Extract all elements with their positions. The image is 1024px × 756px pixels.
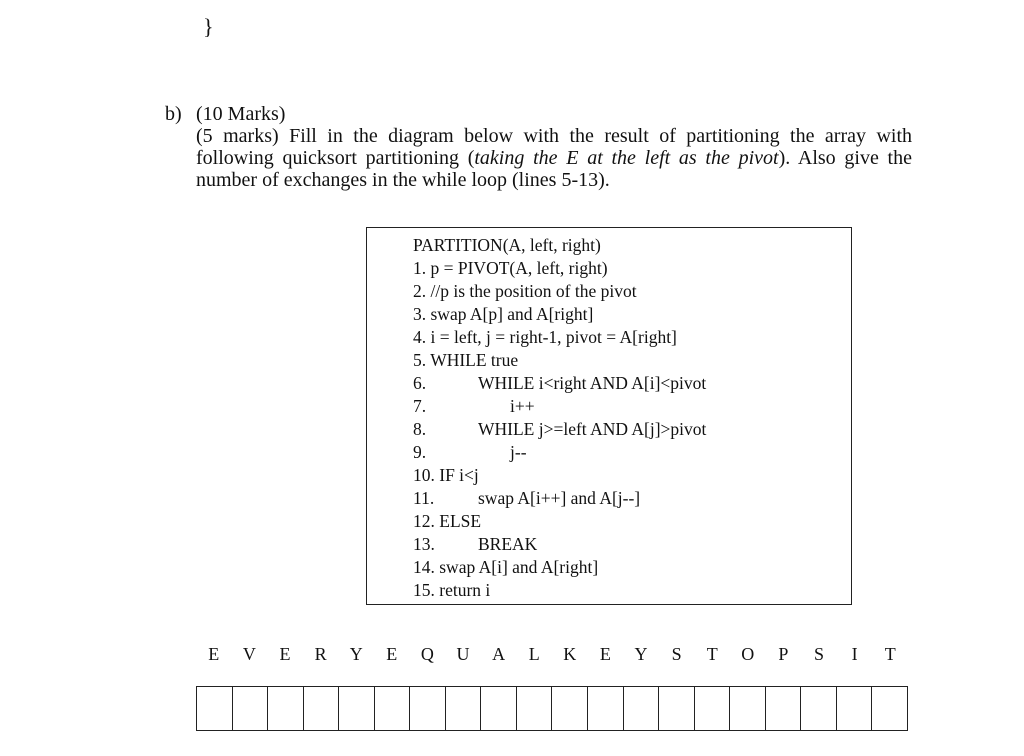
- line-number: 1.: [413, 258, 427, 278]
- line-number: 14.: [413, 557, 435, 577]
- closing-brace: }: [203, 14, 214, 39]
- array-letter: E: [279, 644, 291, 664]
- line-number: 2.: [413, 281, 427, 301]
- line-number: 4.: [413, 327, 427, 347]
- partition-code-box: [366, 227, 852, 605]
- answer-cell[interactable]: [801, 687, 837, 730]
- code-line: [413, 280, 637, 303]
- array-letter: O: [741, 644, 755, 664]
- answer-cell[interactable]: [659, 687, 695, 730]
- answer-cells-row: [196, 686, 908, 731]
- line-text: p = PIVOT(A, left, right): [430, 258, 608, 278]
- line-text: j--: [510, 442, 527, 462]
- answer-cell[interactable]: [695, 687, 731, 730]
- question-text: [196, 125, 912, 191]
- array-letter: S: [671, 644, 682, 664]
- code-line: [413, 487, 813, 510]
- line-number: 3.: [413, 304, 427, 324]
- line-text: swap A[i++] and A[j--]: [478, 488, 641, 508]
- array-letter: A: [492, 644, 506, 664]
- array-letter: U: [456, 644, 470, 664]
- answer-cell[interactable]: [730, 687, 766, 730]
- code-line: [413, 395, 813, 418]
- array-letter: E: [386, 644, 398, 664]
- line-number: 9.: [413, 442, 427, 462]
- code-line: [413, 556, 598, 579]
- answer-cell[interactable]: [837, 687, 873, 730]
- array-letter: L: [528, 644, 540, 664]
- answer-cell[interactable]: [872, 687, 907, 730]
- code-line: [413, 533, 813, 556]
- array-letter: Q: [420, 644, 434, 664]
- answer-cell[interactable]: [517, 687, 553, 730]
- answer-cell[interactable]: [766, 687, 802, 730]
- line-number: 7.: [413, 396, 427, 416]
- question-text-italic: taking the E at the left as the pivot: [474, 147, 779, 169]
- answer-cell[interactable]: [552, 687, 588, 730]
- array-letter: P: [778, 644, 789, 664]
- line-number: 6.: [413, 373, 427, 393]
- answer-cell[interactable]: [624, 687, 660, 730]
- line-number: 13.: [413, 534, 435, 554]
- answer-cell[interactable]: [197, 687, 233, 730]
- line-number: 15.: [413, 580, 435, 600]
- answer-cell[interactable]: [268, 687, 304, 730]
- code-line: [413, 464, 479, 487]
- line-text: swap A[i] and A[right]: [439, 557, 599, 577]
- answer-cell[interactable]: [233, 687, 269, 730]
- code-line: [413, 349, 518, 372]
- array-letter: T: [884, 644, 896, 664]
- array-letter: T: [706, 644, 718, 664]
- answer-cell[interactable]: [339, 687, 375, 730]
- answer-cell[interactable]: [375, 687, 411, 730]
- array-letter: S: [813, 644, 824, 664]
- array-letters: [196, 644, 908, 668]
- line-text: WHILE i<right AND A[i]<pivot: [478, 373, 707, 393]
- answer-cell[interactable]: [304, 687, 340, 730]
- line-text: ELSE: [439, 511, 482, 531]
- line-text: i++: [510, 396, 535, 416]
- array-letter: E: [208, 644, 220, 664]
- question-marks: (10 Marks): [196, 103, 286, 125]
- code-line: [413, 418, 813, 441]
- array-letter: E: [599, 644, 611, 664]
- line-text: BREAK: [478, 534, 538, 554]
- line-text: IF i<j: [439, 465, 479, 485]
- array-letter: K: [563, 644, 577, 664]
- question-label: b): [165, 103, 182, 125]
- code-line: [413, 579, 490, 602]
- question-text-part1: (5 marks) Fill in the diagram below with the result of partitioning the array with following quicksort partitioning (: [196, 125, 912, 169]
- line-text: //p is the position of the pivot: [430, 281, 637, 301]
- code-line: [413, 303, 593, 326]
- question-body: [196, 103, 912, 191]
- array-letter: I: [851, 644, 858, 664]
- array-letter: V: [242, 644, 256, 664]
- line-text: i = left, j = right-1, pivot = A[right]: [430, 327, 677, 347]
- line-number: 8.: [413, 419, 427, 439]
- line-number: 5.: [413, 350, 427, 370]
- question-text-part2: ). Also give the number of exchanges in the while loop (lines 5-13).: [196, 147, 912, 191]
- line-text: swap A[p] and A[right]: [430, 304, 594, 324]
- answer-cell[interactable]: [446, 687, 482, 730]
- code-line: [413, 257, 608, 280]
- line-text: WHILE j>=left AND A[j]>pivot: [478, 419, 707, 439]
- code-line: [413, 441, 813, 464]
- answer-cell[interactable]: [481, 687, 517, 730]
- array-letter: Y: [634, 644, 648, 664]
- line-text: WHILE true: [430, 350, 519, 370]
- line-text: return i: [439, 580, 491, 600]
- code-header: PARTITION(A, left, right): [413, 235, 601, 255]
- array-letter: Y: [349, 644, 363, 664]
- answer-cell[interactable]: [410, 687, 446, 730]
- code-line: [413, 326, 677, 349]
- line-number: 10.: [413, 465, 435, 485]
- line-number: 11.: [413, 488, 435, 508]
- line-number: 12.: [413, 511, 435, 531]
- code-line: [413, 372, 813, 395]
- answer-cell[interactable]: [588, 687, 624, 730]
- array-letter: R: [314, 644, 327, 664]
- code-line: [413, 510, 481, 533]
